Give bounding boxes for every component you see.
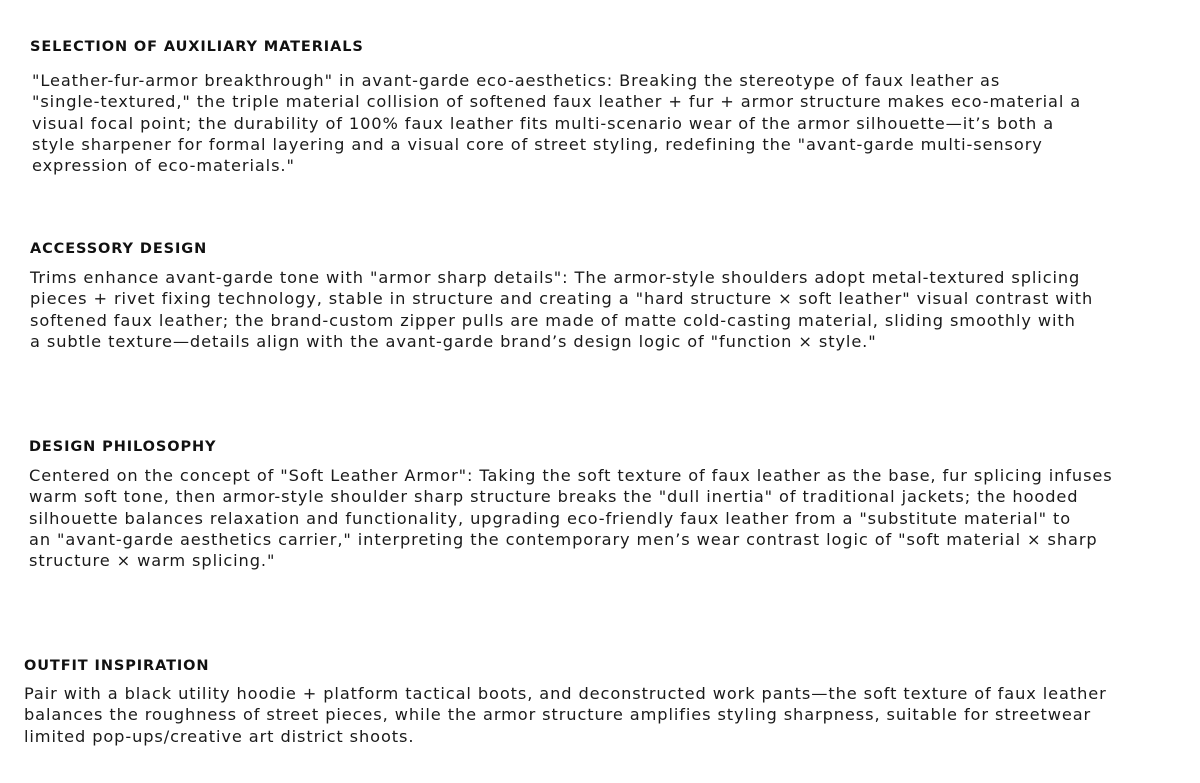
body-line: softened faux leather; the brand-custom zipper pulls are made of matte cold-casting material, sliding smoothly with xyxy=(30,310,1076,330)
body-line: "Leather-fur-armor breakthrough" in avant-garde eco-aesthetics: Breaking the stereotype of faux leather as xyxy=(32,71,1001,90)
body-line: Trims enhance avant-garde tone with "armor sharp details": The armor-style shoulders adopt metal-textured splicing xyxy=(30,268,1081,287)
body-line: a subtle texture—details align with the avant-garde brand’s design logic of "function × style." xyxy=(30,331,877,351)
body-line: expression of eco-materials." xyxy=(32,156,295,176)
body-line: Pair with a black utility hoodie + platform tactical boots, and deconstructed work pants—the soft texture of faux leather xyxy=(24,684,1107,703)
section-body xyxy=(32,70,1160,176)
body-line: "single-textured," the triple material collision of softened faux leather + fur + armor structure makes eco-material a xyxy=(32,92,1082,112)
section-design-philosophy xyxy=(29,438,1169,571)
section-accessory-design xyxy=(30,240,1160,352)
body-line: limited pop-ups/creative art district shoots. xyxy=(24,726,415,746)
body-line: pieces + rivet fixing technology, stable in structure and creating a "hard structure × soft leather" visual contrast with xyxy=(30,289,1094,309)
body-line: structure × warm splicing." xyxy=(29,551,276,571)
body-line: style sharpener for formal layering and a visual core of street styling, redefining the "avant-garde multi-sensory xyxy=(32,134,1043,154)
section-heading: SELECTION OF AUXILIARY MATERIALS xyxy=(30,39,364,55)
body-line: Centered on the concept of "Soft Leather Armor": Taking the soft texture of faux leather as the base, fur splicing infuses xyxy=(29,466,1113,485)
body-line: silhouette balances relaxation and functionality, upgrading eco-friendly faux leather from a "substitute material" to xyxy=(29,508,1072,528)
body-line: warm soft tone, then armor-style shoulder sharp structure breaks the "dull inertia" of traditional jackets; the hooded xyxy=(29,487,1079,507)
section-body xyxy=(29,465,1169,571)
section-heading: DESIGN PHILOSOPHY xyxy=(29,439,217,455)
section-auxiliary-materials xyxy=(30,38,1160,176)
body-line: visual focal point; the durability of 100% faux leather fits multi-scenario wear of the armor silhouette—it’s both a xyxy=(32,113,1055,133)
section-body xyxy=(30,267,1160,352)
section-body xyxy=(24,683,1164,747)
section-heading: OUTFIT INSPIRATION xyxy=(24,658,210,674)
body-line: an "avant-garde aesthetics carrier," interpreting the contemporary men’s wear contrast logic of "soft material × sharp xyxy=(29,529,1098,549)
section-heading: ACCESSORY DESIGN xyxy=(30,241,208,257)
section-outfit-inspiration xyxy=(24,657,1164,747)
body-line: balances the roughness of street pieces, while the armor structure amplifies styling sharpness, suitable for streetwear xyxy=(24,705,1092,725)
